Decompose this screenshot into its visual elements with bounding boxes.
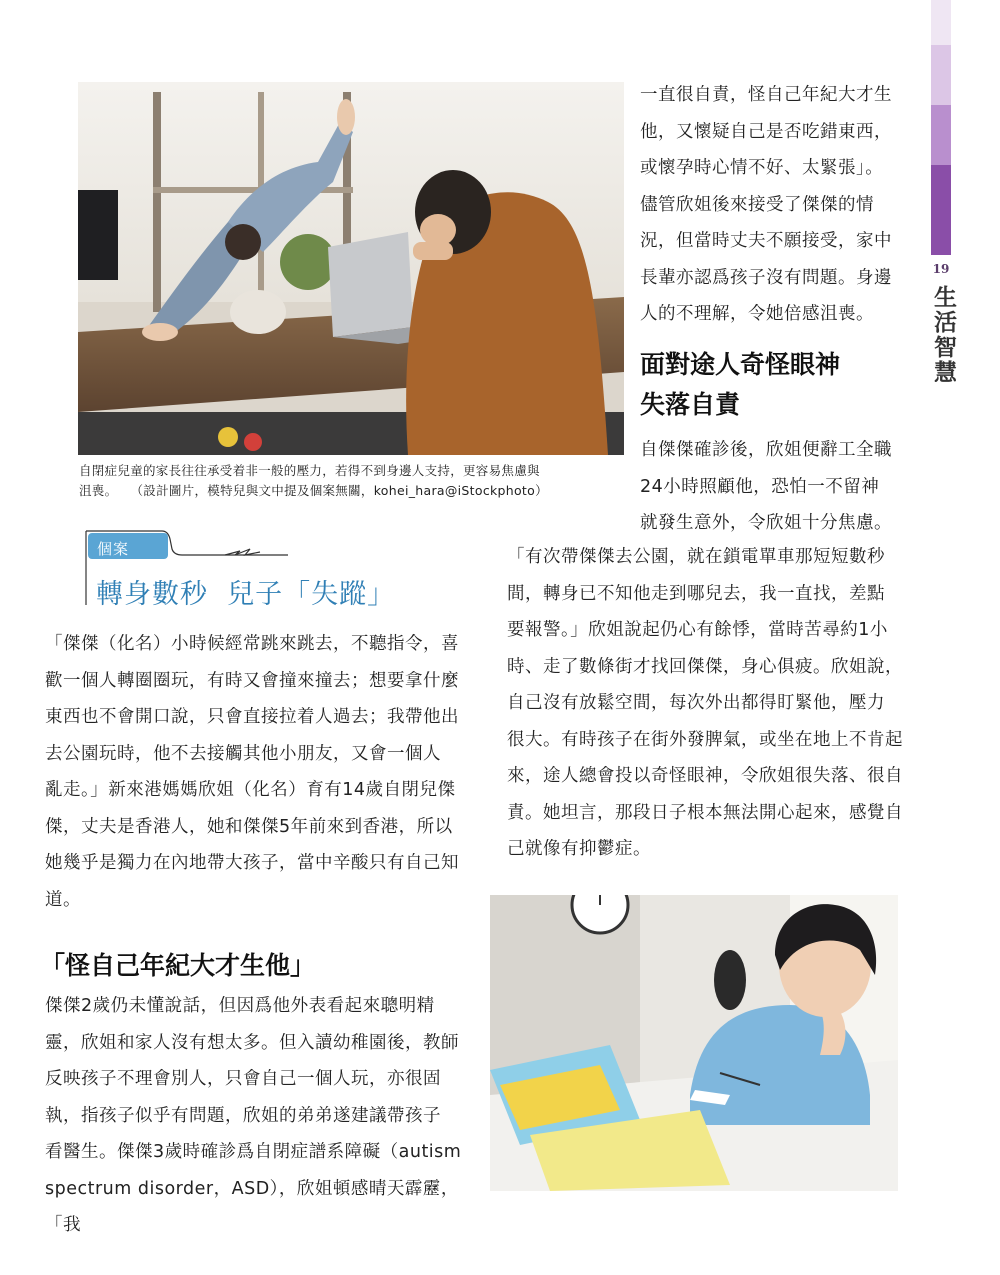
tab-segment-3 (931, 105, 951, 165)
tab-segment-4 (931, 165, 951, 255)
right-para1-line: 一直很自責，怪自己年紀大才生 (640, 85, 892, 105)
left-para1-line: 去公園玩時，他不去接觸其他小朋友，又會一個人 (45, 743, 441, 764)
right-para2-line: 就發生意外，令欣姐十分焦慮。 (640, 513, 892, 533)
right-para3-line: 間，轉身已不知他走到哪兒去，我一直找，差點 (507, 583, 885, 604)
left-para1-line: 道。 (45, 889, 81, 910)
left-para1-line: 傑，丈夫是香港人，她和傑傑5年前來到香港，所以 (45, 816, 453, 837)
right-para3-line: 很大。有時孩子在街外發脾氣，或坐在地上不肯起 (507, 729, 903, 750)
section-tab-strip (931, 0, 951, 255)
left-para1-line: 亂走。」新來港媽媽欣姐（化名）育有14歲自閉兒傑 (45, 780, 456, 800)
right-para3-line: 時、走了數條街才找回傑傑，身心俱疲。欣姐說， (507, 656, 903, 677)
left-column-para2 (45, 988, 465, 1244)
left-column-para1 (45, 626, 465, 918)
left-para1-line: 「傑傑（化名）小時候經常跳來跳去，不聽指令，喜 (45, 634, 459, 654)
right-heading-line1: 面對途人奇怪眼神 (640, 350, 841, 379)
page-number: 19 (932, 262, 950, 276)
right-para1-line: 況，但當時丈夫不願接受，家中 (640, 231, 892, 251)
right-column-para1 (640, 77, 910, 333)
photo-boy-homework-illustration (490, 895, 898, 1191)
left-para1-line: 東西也不會開口說，只會直接拉着人過去；我帶他出 (45, 707, 459, 727)
case-title: 轉身數秒 兒子「失蹤」 (96, 579, 396, 610)
tab-segment-2 (931, 45, 951, 105)
right-heading-line2: 失落自責 (640, 390, 741, 419)
right-para3-line: 要報警。」欣姐說起仍心有餘悸，當時苦尋約1小 (507, 620, 888, 640)
photo-stressed-mother-illustration (78, 82, 624, 455)
right-column-para3 (507, 539, 907, 868)
section-name-text: 生活智慧 (930, 285, 957, 385)
photo-stressed-mother (78, 82, 624, 455)
right-para3-line: 己就像有抑鬱症。 (507, 839, 651, 859)
right-para3-line: 責。她坦言，那段日子根本無法開心起來，感覺自 (507, 802, 903, 823)
right-heading (640, 345, 840, 425)
right-para2-line: 24小時照顧他，恐怕一不留神 (640, 476, 880, 497)
right-para1-line: 他，又懷疑自己是否吃錯東西， (640, 121, 892, 142)
left-para2-line: 反映孩子不理會別人，只會自己一個人玩，亦很固 (45, 1069, 441, 1089)
left-heading-2: 「怪自己年紀大才生他」 (40, 951, 316, 980)
photo1-caption (79, 461, 639, 501)
right-column-para2 (640, 432, 910, 542)
left-para2-line: spectrum disorder，ASD），欣姐頓感晴天霹靂，「我 (45, 1178, 459, 1235)
right-para1-line: 或懷孕時心情不好、太緊張」。 (640, 158, 884, 178)
case-label-text: 個案 (97, 540, 130, 558)
right-para1-line: 儘管欣姐後來接受了傑傑的情 (640, 194, 874, 215)
left-para2-line: 執，指孩子似乎有問題，欣姐的弟弟遂建議帶孩子 (45, 1105, 441, 1126)
left-para1-line: 她幾乎是獨力在內地帶大孩子，當中辛酸只有自己知 (45, 853, 459, 873)
section-name-vertical (928, 285, 957, 393)
photo1-caption-line2: 沮喪。 （設計圖片，模特兒與文中提及個案無關，kohei_hara@iStockphoto） (79, 483, 548, 498)
right-para1-line: 長輩亦認爲孩子沒有問題。身邊 (640, 267, 892, 288)
left-para2-line: 看醫生。傑傑3歲時確診爲自閉症譜系障礙（autism (45, 1142, 462, 1162)
left-para2-line: 傑傑2歲仍未懂說話，但因爲他外表看起來聰明精 (45, 996, 435, 1016)
left-para1-line: 歡一個人轉圈圈玩，有時又會撞來撞去；想要拿什麼 (45, 670, 459, 691)
right-para3-line: 自己沒有放鬆空間，每次外出都得盯緊他，壓力 (507, 693, 885, 713)
photo-boy-homework (490, 895, 898, 1191)
right-para3-line: 「有次帶傑傑去公園，就在鎖電單車那短短數秒 (507, 547, 885, 567)
tab-segment-1 (931, 0, 951, 45)
left-para2-line: 靈，欣姐和家人沒有想太多。但入讀幼稚園後，教師 (45, 1032, 459, 1053)
photo1-caption-line1: 自閉症兒童的家長往往承受着非一般的壓力，若得不到身邊人支持，更容易焦慮與 (79, 463, 540, 478)
right-para1-line: 人的不理解，令她倍感沮喪。 (640, 304, 874, 324)
right-para3-line: 來，途人總會投以奇怪眼神，令欣姐很失落、很自 (507, 766, 903, 786)
right-para2-line: 自傑傑確診後，欣姐便辭工全職 (640, 440, 892, 460)
